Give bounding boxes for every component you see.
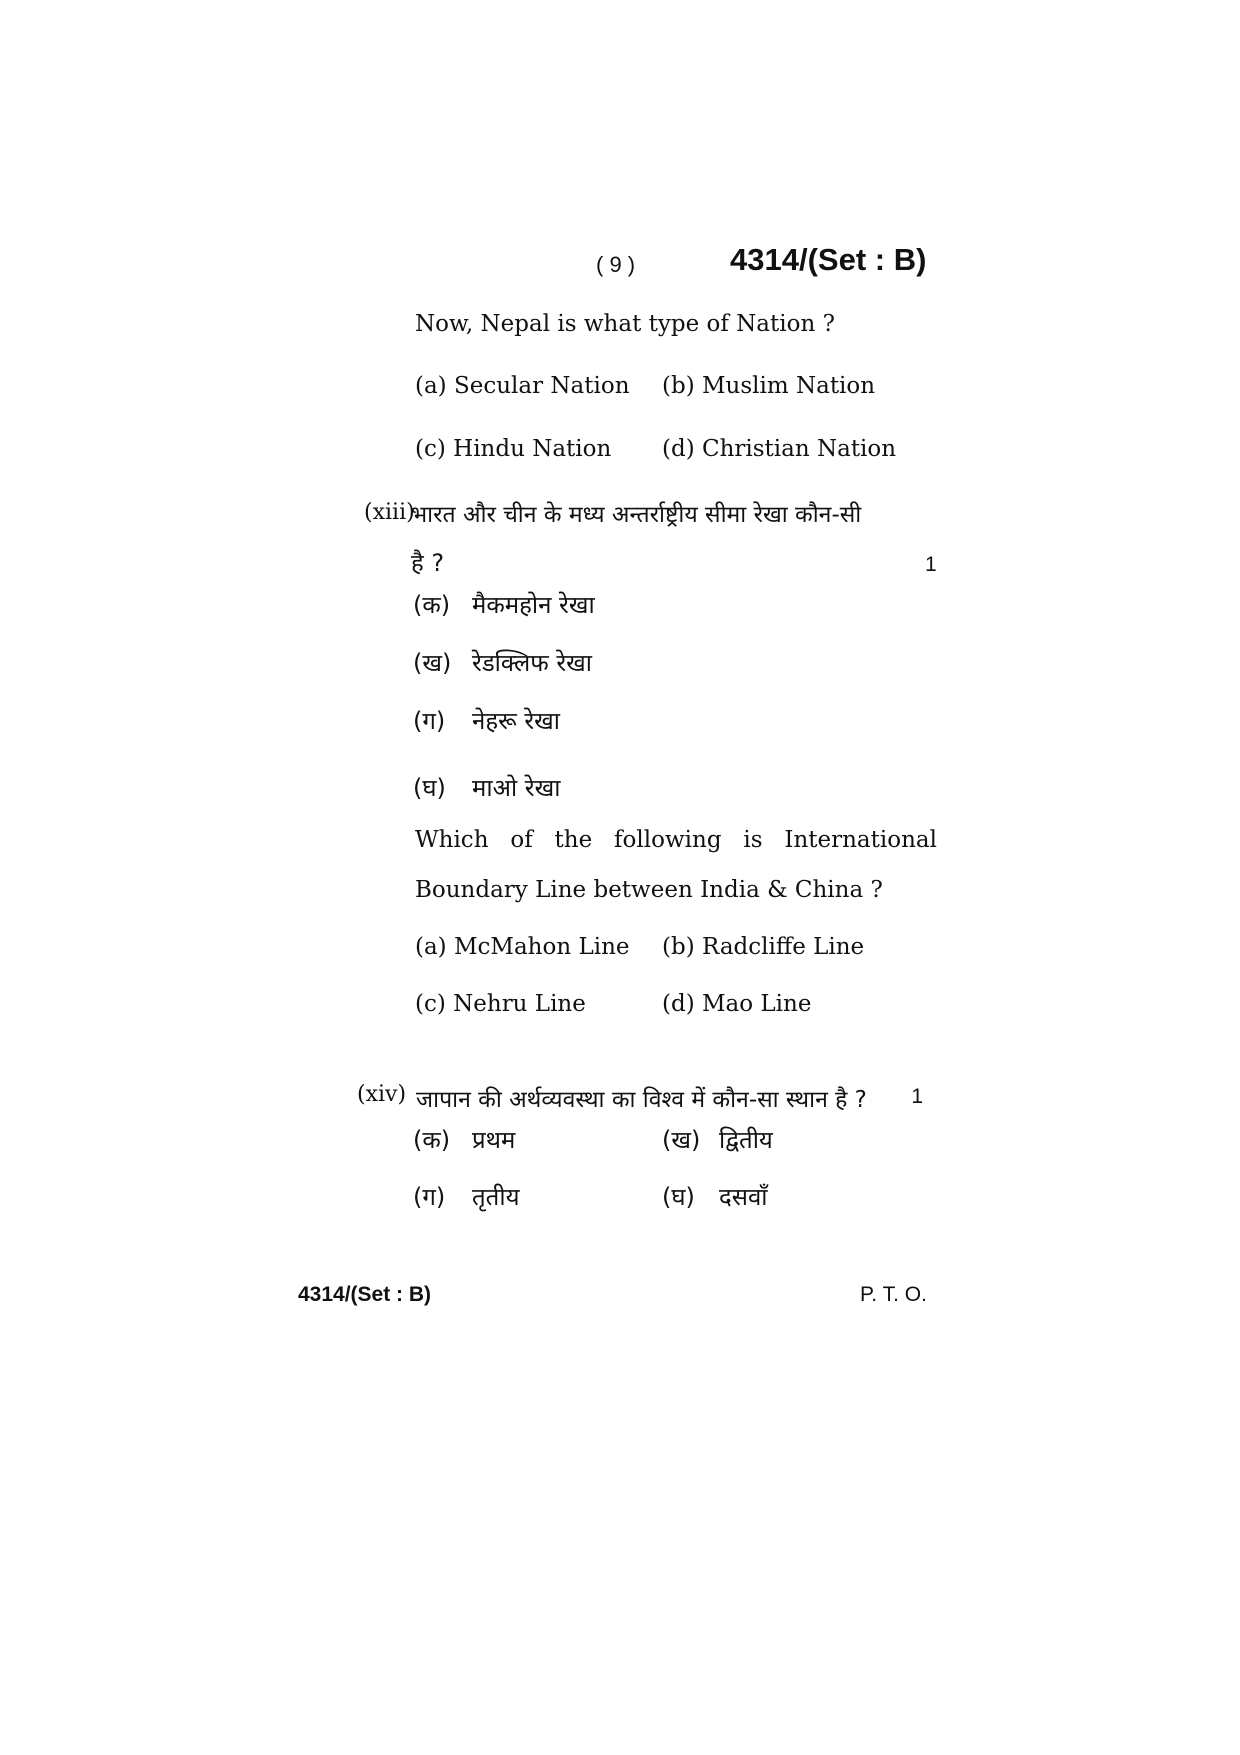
- word: the: [554, 827, 593, 853]
- option-ka-text: प्रथम: [472, 1126, 516, 1154]
- question-text-hindi: जापान की अर्थव्यवस्था का विश्व में कौन-सा स्थान है ?: [416, 1087, 867, 1113]
- question-text-english-cont: Boundary Line between India & China ?: [415, 877, 883, 903]
- option-b: (b) Muslim Nation: [662, 373, 876, 399]
- option-c: (c) Nehru Line: [415, 991, 586, 1017]
- option-a: (a) Secular Nation: [415, 373, 630, 399]
- option-gha-marker: (घ): [662, 1183, 695, 1211]
- option-kha-marker: (ख): [413, 649, 452, 677]
- marks: 1: [925, 553, 937, 576]
- option-gha-text: दसवाँ: [719, 1183, 768, 1211]
- option-gha-marker: (घ): [413, 774, 446, 802]
- option-ka-marker: (क): [413, 591, 451, 619]
- question-text-hindi: भारत और चीन के मध्य अन्तर्राष्ट्रीय सीमा रेखा कौन-सी: [411, 502, 862, 528]
- option-kha-marker: (ख): [662, 1126, 701, 1154]
- option-kha-text: द्वितीय: [719, 1126, 773, 1154]
- question-number: (xiv): [357, 1082, 407, 1107]
- word: Which: [415, 827, 489, 853]
- option-gha-text: माओ रेखा: [472, 774, 561, 802]
- page-number: ( 9 ): [596, 252, 636, 277]
- question-text-hindi-cont: है ?: [411, 549, 445, 577]
- word: following: [614, 827, 722, 853]
- option-d: (d) Christian Nation: [662, 436, 897, 462]
- paper-code-footer: 4314/(Set : B): [298, 1283, 432, 1306]
- option-ga-text: नेहरू रेखा: [472, 707, 561, 735]
- question-number: (xiii): [364, 500, 415, 525]
- word: of: [510, 827, 533, 853]
- option-ga-text: तृतीय: [472, 1183, 520, 1211]
- option-ga-marker: (ग): [413, 1183, 446, 1211]
- option-a: (a) McMahon Line: [415, 934, 630, 960]
- option-c: (c) Hindu Nation: [415, 436, 612, 462]
- paper-code-header: 4314/(Set : B): [730, 242, 927, 277]
- option-kha-text: रेडक्लिफ रेखा: [472, 649, 593, 677]
- option-ka-text: मैकमहोन रेखा: [472, 591, 595, 619]
- question-14-line: [357, 1082, 923, 1114]
- word: is: [743, 827, 763, 853]
- marks: 1: [911, 1085, 923, 1108]
- option-ga-marker: (ग): [413, 707, 446, 735]
- option-b: (b) Radcliffe Line: [662, 934, 865, 960]
- question-text: Now, Nepal is what type of Nation ?: [415, 311, 835, 337]
- word: International: [784, 827, 937, 853]
- please-turn-over: P. T. O.: [860, 1283, 927, 1306]
- option-d: (d) Mao Line: [662, 991, 812, 1017]
- option-ka-marker: (क): [413, 1126, 451, 1154]
- question-text-english: [415, 827, 937, 853]
